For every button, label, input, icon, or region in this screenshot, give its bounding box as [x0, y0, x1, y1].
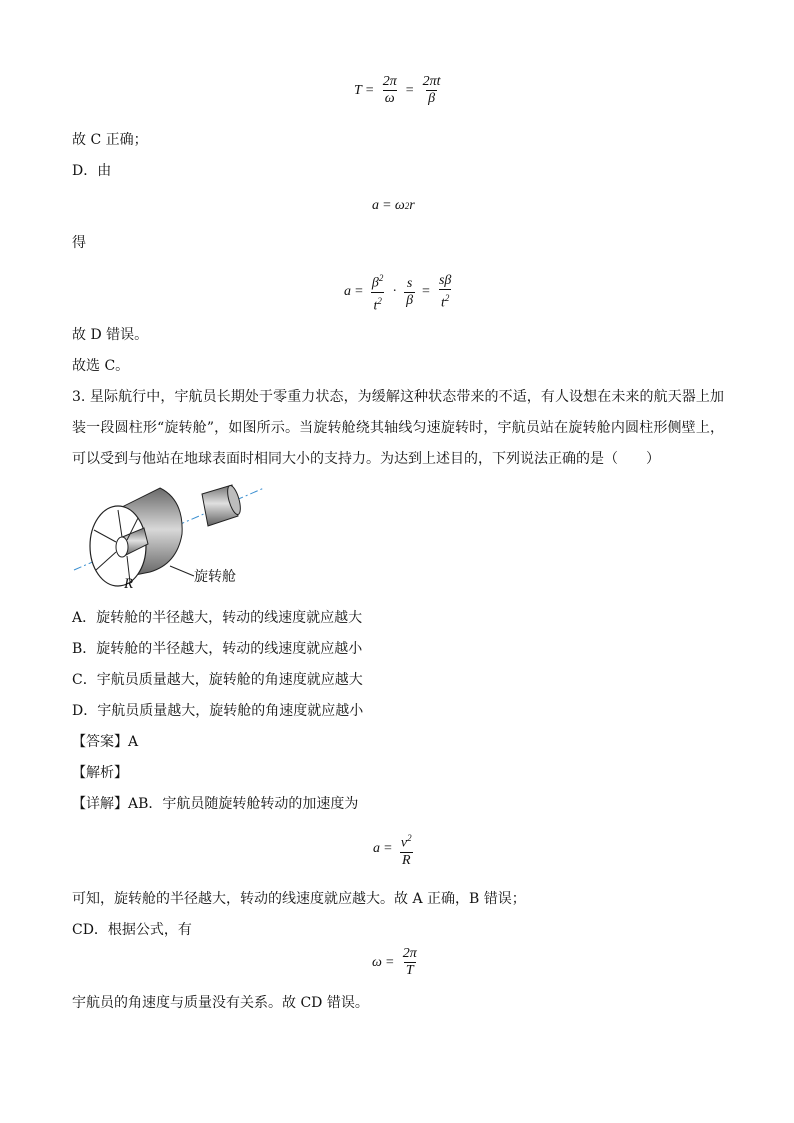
equation-acceleration-derived: a = $\frac{\beta^2}{t^2}$ · $\frac{s}{\beta}$ = $\frac{s\beta}{t^2}$	[344, 270, 456, 314]
text-cd: CD．根据公式，有	[72, 922, 192, 938]
option-d: D．宇航员质量越大，旋转舱的角速度就应越小	[72, 703, 364, 719]
equation-angular-velocity: ω = $\frac{2\pi}{T}$	[372, 946, 417, 978]
fraction: $\frac{2\pi}{\omega}$	[382, 74, 397, 106]
label-radius: R	[124, 576, 134, 592]
question-3: 3. 星际航行中，宇航员长期处于零重力状态，为缓解这种状态带来的不适，有人设想在未来的航天器上加装一段圆柱形“旋转舱”，如图所示。当旋转舱绕其轴线匀速旋转时，宇航员站在旋转舱内圆柱形侧壁上，可以受到与他站在地球表面时相同大小的支持力。为达到上述目的，下列说法正确的是（ ）	[72, 389, 724, 467]
option-b: B．旋转舱的半径越大，转动的线速度就应越小	[72, 641, 363, 657]
equation-acceleration: a = ω 2 r	[372, 198, 415, 213]
fraction: $\frac{v^2}{R}$	[400, 833, 412, 868]
fraction: $\frac{s}{\beta}$	[406, 275, 414, 308]
equation-period: T = $\frac{2\pi}{\omega}$ = $\frac{2\pi t}{\beta}$	[354, 74, 441, 106]
text-final: 宇航员的角速度与质量没有关系。故 CD 错误。	[72, 995, 369, 1011]
option-a: A．旋转舱的半径越大，转动的线速度就应越大	[72, 610, 363, 626]
answer-label: 【答案】A	[72, 734, 139, 750]
text-d-wrong: 故 D 错误。	[72, 327, 149, 343]
text-de: 得	[72, 235, 86, 251]
fraction: $\frac{2\pi}{T}$	[402, 946, 417, 978]
label-cabin: 旋转舱	[194, 569, 236, 585]
text-d-from: D．由	[72, 163, 112, 179]
fraction: $\frac{2\pi t}{\beta}$	[422, 74, 441, 106]
detail-text: 【详解】AB．宇航员随旋转舱转动的加速度为	[72, 796, 359, 812]
text-conclusion-ab: 可知，旋转舱的半径越大，转动的线速度就应越大。故 A 正确，B 错误；	[72, 891, 526, 907]
eq-lhs: T	[354, 82, 362, 98]
rotating-cabin-diagram	[72, 478, 272, 598]
rotating-cabin-figure	[72, 478, 272, 598]
text-c-correct: 故 C 正确；	[72, 132, 148, 148]
option-c: C．宇航员质量越大，旋转舱的角速度就应越大	[72, 672, 363, 688]
fraction: $\frac{\beta^2}{t^2}$	[371, 273, 384, 314]
fraction: $\frac{s\beta}{t^2}$	[438, 272, 452, 311]
text-choose-c: 故选 C。	[72, 358, 130, 374]
equation-centripetal: a = $\frac{v^2}{R}$	[373, 830, 417, 869]
analysis-label: 【解析】	[72, 765, 128, 781]
